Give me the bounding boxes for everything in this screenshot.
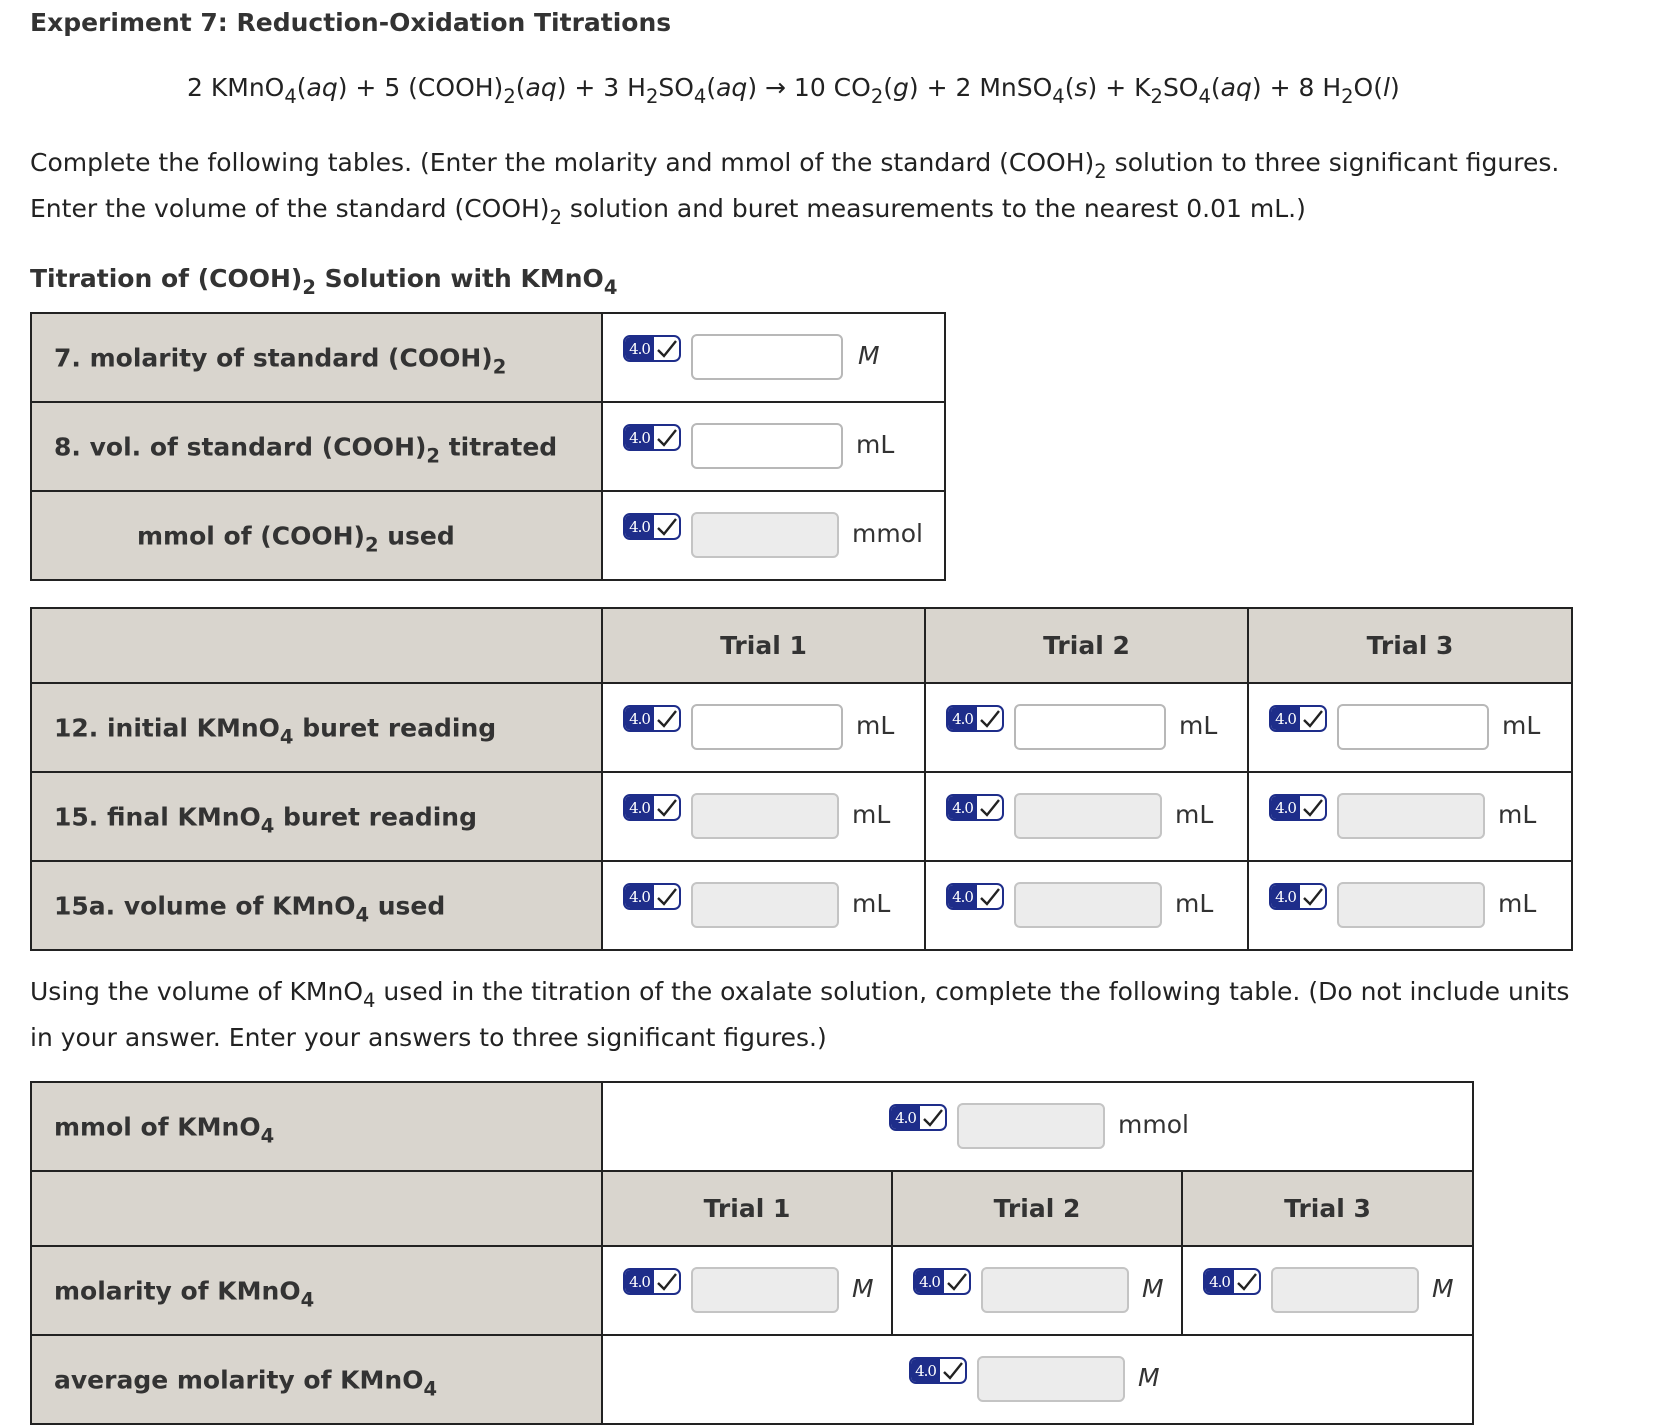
final-reading-trial3-input[interactable]: [1337, 793, 1485, 839]
value-cell: [602, 772, 925, 861]
checkmark-icon: [1300, 796, 1325, 819]
unit-label: M: [852, 1274, 874, 1303]
value-cell: [1248, 683, 1572, 772]
empty-header-cell: [31, 608, 602, 683]
row-label: 15a. volume of KMnO$_4$ used: [31, 861, 602, 950]
unit-label: mL: [1179, 711, 1218, 740]
table-row: [31, 402, 945, 491]
points-badge: 4.0: [623, 705, 681, 732]
table-row: [31, 491, 945, 580]
table-row: [31, 1335, 1473, 1424]
points-badge: 4.0: [909, 1357, 967, 1384]
table-row: [31, 1246, 1473, 1335]
checkmark-icon: [654, 707, 679, 730]
initial-reading-trial3-input[interactable]: [1337, 704, 1489, 750]
points-badge: 4.0: [623, 335, 681, 362]
reaction-equation: 2 KMnO$_4$(aq) + 5 $(COOH)_2(aq) + 3$ $H_2SO_4(aq) \to 10$ $CO_2(g) + 2$ MnSO$_4$(s) + $K_2SO_4(aq) + 8$ $H_2O(l)$: [187, 73, 1400, 108]
standard-solution-table: [30, 312, 946, 581]
trial-header: Trial 1: [602, 1171, 892, 1246]
points-badge: 4.0: [946, 794, 1004, 821]
row-label: 8. vol. of standard $(COOH)_2$ titrated: [31, 402, 602, 491]
molarity-trial3-input[interactable]: [1271, 1267, 1419, 1313]
unit-label: mL: [1175, 889, 1214, 918]
points-badge: 4.0: [1269, 883, 1327, 910]
table-row: [31, 1082, 1473, 1171]
value-cell: [602, 1082, 1473, 1171]
unit-label: mL: [856, 711, 895, 740]
checkmark-icon: [654, 796, 679, 819]
value-cell: [925, 683, 1248, 772]
value-cell: [1248, 772, 1572, 861]
points-badge: 4.0: [623, 513, 681, 540]
points-badge: 4.0: [623, 794, 681, 821]
points-badge: 4.0: [1269, 705, 1327, 732]
table-row: [31, 861, 1572, 950]
checkmark-icon: [654, 426, 679, 449]
value-cell: [602, 861, 925, 950]
molarity-trial2-input[interactable]: [981, 1267, 1129, 1313]
trial-header: Trial 3: [1182, 1171, 1473, 1246]
instructions2-line-2: in your answer. Enter your answers to three significant figures.): [30, 1023, 827, 1052]
molarity-standard-input[interactable]: [691, 334, 843, 380]
checkmark-icon: [977, 707, 1002, 730]
unit-label: mL: [1175, 800, 1214, 829]
volume-used-trial2-input[interactable]: [1014, 882, 1162, 928]
unit-label: mL: [852, 889, 891, 918]
checkmark-icon: [654, 885, 679, 908]
instructions-line-2: Enter the volume of the standard $(COOH)_2$ solution and buret measurements to the nearest 0.01 mL.): [30, 194, 1306, 229]
mmol-kmno4-input[interactable]: [957, 1103, 1105, 1149]
row-label: mmol of KMnO$_4$: [31, 1082, 602, 1171]
trial-header: Trial 2: [925, 608, 1248, 683]
row-label: 12. initial KMnO$_4$ buret reading: [31, 683, 602, 772]
row-label: average molarity of KMnO$_4$: [31, 1335, 602, 1424]
initial-reading-trial1-input[interactable]: [691, 704, 843, 750]
final-reading-trial1-input[interactable]: [691, 793, 839, 839]
unit-label: M: [1138, 1363, 1160, 1392]
instructions-line-1: Complete the following tables. (Enter the molarity and mmol of the standard $(COOH)_2$ solution to three significant figures.: [30, 148, 1560, 183]
points-badge: 4.0: [946, 705, 1004, 732]
points-badge: 4.0: [913, 1268, 971, 1295]
row-label: 15. final KMnO$_4$ buret reading: [31, 772, 602, 861]
value-cell: [602, 402, 945, 491]
checkmark-icon: [1234, 1270, 1259, 1293]
points-badge: 4.0: [623, 1268, 681, 1295]
molarity-trial1-input[interactable]: [691, 1267, 839, 1313]
row-label: mmol of $(COOH)_2$ used: [31, 491, 602, 580]
header-row: [31, 1171, 1473, 1246]
table-row: [31, 772, 1572, 861]
volume-used-trial3-input[interactable]: [1337, 882, 1485, 928]
points-badge: 4.0: [1269, 794, 1327, 821]
points-badge: 4.0: [889, 1104, 947, 1131]
trial-header: Trial 2: [892, 1171, 1182, 1246]
checkmark-icon: [977, 796, 1002, 819]
row-label: 7. molarity of standard $(COOH)_2$: [31, 313, 602, 402]
row-label: molarity of KMnO$_4$: [31, 1246, 602, 1335]
trial-header: Trial 1: [602, 608, 925, 683]
value-cell: [892, 1246, 1182, 1335]
value-cell: [602, 313, 945, 402]
buret-readings-table: [30, 607, 1573, 951]
unit-label: mL: [852, 800, 891, 829]
page-title: Experiment 7: Reduction-Oxidation Titrations: [30, 8, 672, 37]
table-row: [31, 683, 1572, 772]
section-heading: Titration of $(COOH)_2$ Solution with KMnO$_4$: [30, 264, 618, 299]
value-cell: [602, 1335, 1473, 1424]
empty-header-cell: [31, 1171, 602, 1246]
value-cell: [1248, 861, 1572, 950]
checkmark-icon: [944, 1270, 969, 1293]
checkmark-icon: [1300, 885, 1325, 908]
value-cell: [925, 772, 1248, 861]
points-badge: 4.0: [1203, 1268, 1261, 1295]
checkmark-icon: [654, 515, 679, 538]
volume-standard-input[interactable]: [691, 423, 843, 469]
unit-label: mL: [1502, 711, 1541, 740]
volume-used-trial1-input[interactable]: [691, 882, 839, 928]
unit-label: mmol: [1118, 1110, 1189, 1139]
value-cell: [925, 861, 1248, 950]
final-reading-trial2-input[interactable]: [1014, 793, 1162, 839]
checkmark-icon: [1300, 707, 1325, 730]
unit-label: mL: [1498, 889, 1537, 918]
checkmark-icon: [654, 1270, 679, 1293]
points-badge: 4.0: [623, 424, 681, 451]
checkmark-icon: [977, 885, 1002, 908]
value-cell: [602, 491, 945, 580]
average-molarity-input[interactable]: [977, 1356, 1125, 1402]
value-cell: [602, 683, 925, 772]
instructions2-line-1: Using the volume of KMnO$_4$ used in the titration of the oxalate solution, complete the following table. (Do not include units: [30, 977, 1570, 1012]
unit-label: mmol: [852, 519, 923, 548]
mmol-standard-input[interactable]: [691, 512, 839, 558]
table-row: [31, 313, 945, 402]
unit-label: M: [1142, 1274, 1164, 1303]
unit-label: M: [1432, 1274, 1454, 1303]
checkmark-icon: [920, 1106, 945, 1129]
trial-header: Trial 3: [1248, 608, 1572, 683]
initial-reading-trial2-input[interactable]: [1014, 704, 1166, 750]
value-cell: [1182, 1246, 1473, 1335]
checkmark-icon: [654, 337, 679, 360]
unit-label: mL: [1498, 800, 1537, 829]
kmno4-molarity-table: [30, 1081, 1474, 1425]
checkmark-icon: [940, 1359, 965, 1382]
points-badge: 4.0: [946, 883, 1004, 910]
value-cell: [602, 1246, 892, 1335]
points-badge: 4.0: [623, 883, 681, 910]
unit-label: mL: [856, 430, 895, 459]
header-row: [31, 608, 1572, 683]
unit-label: M: [858, 341, 880, 370]
